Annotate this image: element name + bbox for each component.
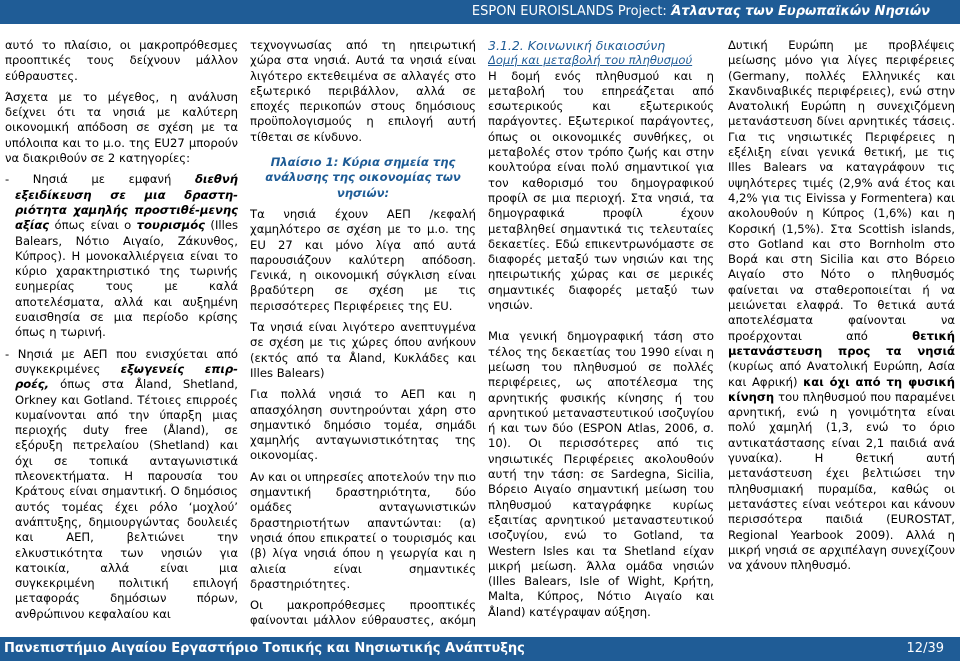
paragraph: Δυτική Ευρώπη με προβλέψεις μείωσης μόνο για λίγες περιφέρειες (Germany, πολλές Ελληνικές και Σκανδιναβικές περιφέρειες), ενώ στην Ανατολική Ευρώπη η συνεχιζόμενη μετανάστευση δίνει αρνητικές τάσεις. Για τις νησιωτικές Περιφέρειες η εξέλιξη είναι γενικά θετική, με τις Illes Balears να καταγράφουν τις υψηλότερες τιμές (2,9% ανά έτος και 4,2% για τις Eivissa y Formentera) και ακολουθούν η Κύπρος (1,6%) και η Κορσική (1,5%). Στα Scottish islands, στο Gotland και στο Bornholm στο Βορά και στη Sicilia και στο Βόρειο Αιγαίο στο Νότο ο πληθυσμός φαίνεται να σταθεροποιείται ή να μειώνεται ελαφρά. Το θετικά αυτά αποτελέσματα φαίνονται να προέρχονται από θετική μετανάστευση προς τα νησιά (κυρίως από Ανατολική Ευρώπη, Ασία και Αφρική) και όχι από τη φυσική κίνηση του πληθυσμού που παραμένει αρνητική, ενώ η γονιμότητα είναι πολύ χαμηλή (1,3, ενώ το όριο αντικατάστασης είναι 2,1 παιδιά ανά γυναίκα). Η θετική αυτή μετανάστευση έχει βελτιώσει την πληθυσμιακή πυραμίδα, καθώς οι μετανάστες είναι νεότεροι και κάνουν περισσότερα παιδιά (EUROSTAT, Regional Yearbook 2009). Αλλά η μικρή νησιά σε αρχιπέλαγη συνεχίζουν να χάνουν πληθυσμό. (728, 38, 955, 573)
subsection-heading: Δομή και μεταβολή του πληθυσμού (488, 53, 693, 68)
paragraph: Οι μακροπρόθεσμες προοπτικές φαίνονται μάλλον εύθραυστες, ακόμη (250, 598, 476, 628)
text-column-3 (488, 38, 714, 630)
page-number: 12/39 (906, 641, 944, 656)
bullet-exogenous: - Νησιά με ΑΕΠ που ενισχύεται από συγκεκριμένες εξωγενείς επιρ-ροές, όπως στα Åland, Shetland, Orkney και Gotland. Τέτοιες επιρροές κυμαίνονται από την ύπαρξη μιας περιοχής duty free (Åland), σε εξόρυξη πετρελαίου (Shetland) και όχι σε τοπικά ανταγωνιστικά πλεονεκτήματα. Η παρουσία του Κράτους είναι σημαντική. Ο δημόσιος αυτός τομέας έχει ρόλο ‘μοχλού’ ανάπτυξης, δημιουργώντας δουλειές και ΑΕΠ, βελτιώνει την ελκυστικότητα των νησιών για κατοικία, αλλά είναι μια συγκεκριμένη πολιτική επιλογή μεταφοράς δημόσιων πόρων, ανθρώπινου κεφαλαίου και (5, 346, 238, 621)
document-footer (0, 637, 960, 661)
header-title-main: Άτλαντας των Ευρωπαϊκών Νησιών (670, 4, 930, 19)
paragraph: Η δομή ενός πληθυσμού και η μεταβολή του επηρεάζεται από εσωτερικούς και εξωτερικούς παράγοντες. Εξωτερικοί παράγοντες, όπως οι οικονομικές συνθήκες, οι μεταβολές στον τρόπο ζωής και στην κουλτούρα είναι πολύ σημαντικοί για τον καθορισμό του δημογραφικού προφίλ σε μια περιοχή. Στα νησιά, τα δημογραφικά προφίλ έχουν μεταβληθεί σημαντικά τις τελευταίες δεκαετίες. Εδώ επικεντρωνόμαστε σε διαφορές μεταξύ των νησιών και της ηπειρωτικής χώρας και σε μερικές σημαντικές διαφορές μεταξύ των νησιών. (488, 68, 714, 313)
footer-text: Πανεπιστήμιο Αιγαίου Εργαστήριο Τοπικής και Νησιωτικής Ανάπτυξης (4, 641, 525, 656)
paragraph: αυτό το πλαίσιο, οι μακροπρόθεσμες προοπτικές τους δείχνουν μάλλον εύθραυστες. (5, 38, 238, 83)
paragraph: Τα νησιά έχουν ΑΕΠ /κεφαλή χαμηλότερο σε σχέση με το μ.ο. της EU 27 και μόνο λίγα από αυτά παρουσιάζουν καλύτερη απόδοση. Γενικά, η οικονομική σύγκλιση είναι βραδύτερη σε σχέση με τις περισσότερες Περιφέρειες της EU. (250, 206, 476, 313)
paragraph: Αν και οι υπηρεσίες αποτελούν την πιο σημαντική δραστηριότητα, δύο ομάδες ανταγωνιστικών δραστηριοτήτων απαντώνται: (α) νησιά όπου επικρατεί ο τουρισμός και (β) λίγα νησιά όπου η γεωργία και η αλιεία είναι σημαντικές δραστηριότητες. (250, 469, 476, 591)
paragraph: Τα νησιά είναι λιγότερο ανεπτυγμένα σε σχέση με τις χώρες όπου ανήκουν (εκτός από τα Åland, Κυκλάδες και Illes Balears) (250, 320, 476, 380)
paragraph: Μια γενική δημογραφική τάση στο τέλος της δεκαετίας του 1990 είναι η μείωση του πληθυσμού σε πολλές περιφέρειες, ως αποτέλεσμα της αρνητικής φυσικής κίνησης ή του αρνητικού μεταναστευτικού ισοζυγίου ή και των δύο (ESPON Atlas, 2006, σ. 10). Οι περισσότερες από τις νησιωτικές Περιφέρειες ακολουθούν αυτή την τάση: σε Sardegna, Sicilia, Βόρειο Αιγαίο σημαντική μείωση του πληθυσμού καταγράφηκε κυρίως εξαιτίας αρνητικού μεταναστευτικού ισοζυγίου, ενώ το Gotland, τα Western Isles και τα Shetland είχαν μικρή μείωση. Άλλα ομάδα νησιών (Illes Balears, Isle of Wight, Κρήτη, Malta, Κύπρος, Νότιο Αιγαίο και Åland) κατέγραψαν αύξηση. (488, 329, 714, 619)
section-heading: 3.1.2. Κοινωνική δικαιοσύνη (488, 38, 666, 53)
text-column-4 (728, 38, 955, 630)
box-title: Πλαίσιο 1: Κύρια σημεία της ανάλυσης της οικονομίας των νησιών: (265, 155, 461, 200)
bullet-tourism: - Νησιά με εμφανή διεθνή εξειδίκευση σε μια δραστη-ριότητα χαμηλής προστιθέ-μενης αξίας όπως είναι ο τουρισμός (Illes Balears, Νότιο Αιγαίο, Ζάκυνθος, Κύπρος). Η μονοκαλλιέργεια είναι το κύριο χαρακτηριστικό της τωρινής ευημερίας τους με καλά αποτελέσματα, αλλά και αυξημένη ευαισθησία σε μια περίοδο κρίσης όπως η τωρινή. (5, 172, 238, 340)
paragraph: Άσχετα με το μέγεθος, η ανάλυση δείχνει ότι τα νησιά με καλύτερη οικονομική απόδοση σε σχέση με τα υπόλοιπα και το μ.ο. της EU27 μπορούν να διακριθούν σε 2 κατηγορίες: (5, 89, 238, 166)
document-header (0, 0, 960, 24)
text-column-1 (5, 38, 238, 630)
text-column-2 (250, 38, 476, 630)
paragraph: τεχνογνωσίας από τη ηπειρωτική χώρα στα νησιά. Αυτά τα νησιά είναι λιγότερο εκτεθειμένα σε αλλαγές στο εξωτερικό περιβάλλον, αλλά σε εποχές περικοπών στους δημόσιους προϋπολογισμούς η επιλογή αυτή τίθεται σε κίνδυνο. (250, 38, 476, 144)
paragraph: Για πολλά νησιά το ΑΕΠ και η απασχόληση συντηρούνται χάρη στο σημαντικό δημόσιο τομέα, σημάδι χαμηλής ανταγωνιστικότητας της οικονομίας. (250, 387, 476, 463)
header-title-prefix: ESPON EUROISLANDS Project: (471, 4, 671, 19)
